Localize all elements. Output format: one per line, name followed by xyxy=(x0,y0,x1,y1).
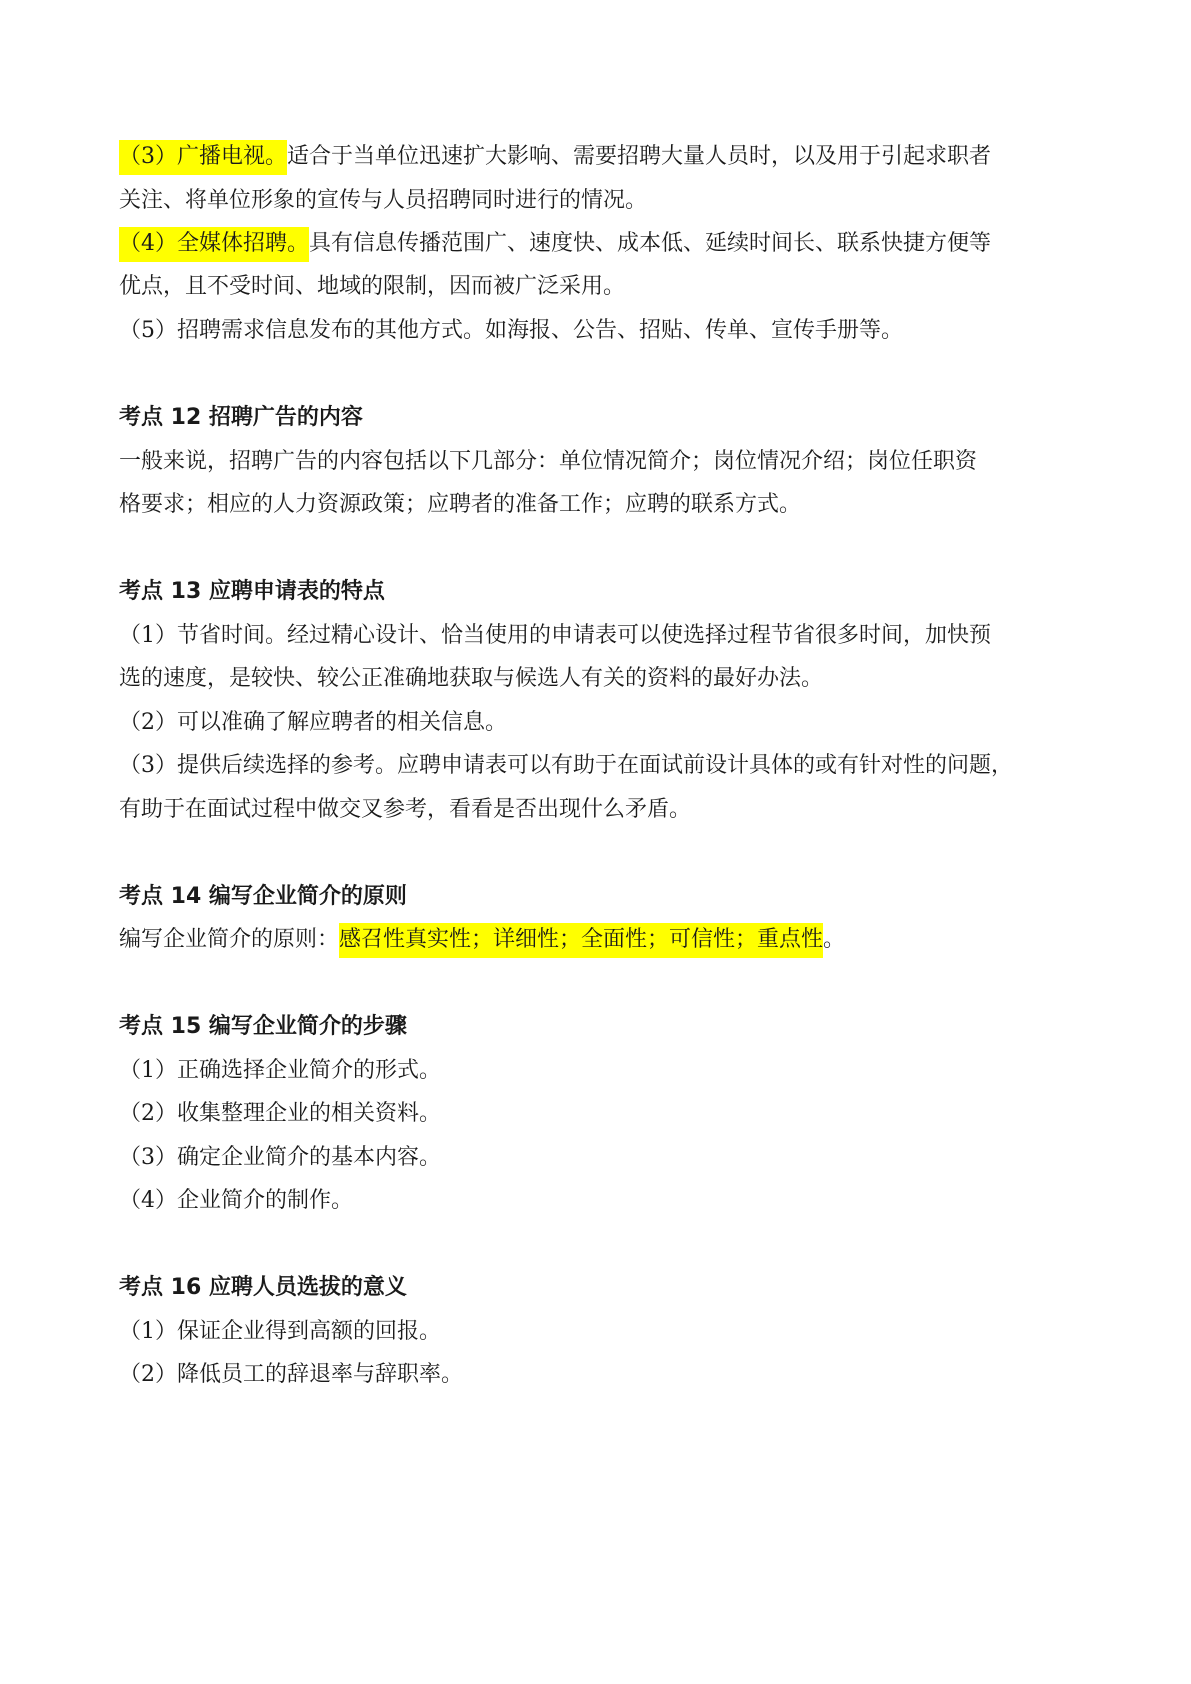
item-5-line: （5）招聘需求信息发布的其他方式。如海报、公告、招贴、传单、宣传手册等。 xyxy=(119,318,903,343)
kp14-line xyxy=(119,925,1079,955)
kp14-prefix: 编写企业简介的原则： xyxy=(119,927,340,952)
kp16-item-2: （2）降低员工的辞退率与辞职率。 xyxy=(119,1362,463,1387)
item-4-text-1: 具有信息传播范围广、速度快、成本低、延续时间长、联系快捷方便等 xyxy=(309,231,992,256)
kp16-heading: 考点 16 应聘人员选拔的意义 xyxy=(119,1275,407,1300)
item-3-line-2: 关注、将单位形象的宣传与人员招聘同时进行的情况。 xyxy=(119,188,648,213)
kp14-highlight: 感召性真实性；详细性；全面性；可信性；重点性 xyxy=(339,923,823,958)
kp14-heading: 考点 14 编写企业简介的原则 xyxy=(119,884,407,909)
item-4-line-1 xyxy=(119,229,1079,259)
item-4-highlight-label: （4）全媒体招聘。 xyxy=(119,227,309,262)
kp12-line-1: 一般来说，招聘广告的内容包括以下几部分：单位情况简介；岗位情况介绍；岗位任职资 xyxy=(119,449,978,474)
kp15-item-3: （3）确定企业简介的基本内容。 xyxy=(119,1145,441,1170)
kp12-line-2: 格要求；相应的人力资源政策；应聘者的准备工作；应聘的联系方式。 xyxy=(119,492,802,517)
kp15-heading: 考点 15 编写企业简介的步骤 xyxy=(119,1014,407,1039)
kp15-item-4: （4）企业简介的制作。 xyxy=(119,1188,353,1213)
kp16-item-1: （1）保证企业得到高额的回报。 xyxy=(119,1319,441,1344)
item-4-line-2: 优点，且不受时间、地域的限制，因而被广泛采用。 xyxy=(119,274,626,299)
kp12-heading: 考点 12 招聘广告的内容 xyxy=(119,405,363,430)
kp15-item-2: （2）收集整理企业的相关资料。 xyxy=(119,1101,441,1126)
kp13-item-2: （2）可以准确了解应聘者的相关信息。 xyxy=(119,710,507,735)
item-3-text-1: 适合于当单位迅速扩大影响、需要招聘大量人员时，以及用于引起求职者 xyxy=(287,144,992,169)
item-3-line-1 xyxy=(119,142,1079,172)
kp13-item-3-line-2: 有助于在面试过程中做交叉参考，看看是否出现什么矛盾。 xyxy=(119,797,692,822)
kp13-item-1-line-2: 选的速度，是较快、较公正准确地获取与候选人有关的资料的最好办法。 xyxy=(119,666,824,691)
kp15-item-1: （1）正确选择企业简介的形式。 xyxy=(119,1058,441,1083)
kp14-suffix: 。 xyxy=(823,927,846,952)
kp13-heading: 考点 13 应聘申请表的特点 xyxy=(119,579,385,604)
item-3-highlight-label: （3）广播电视。 xyxy=(119,140,287,175)
kp13-item-3-line-1: （3）提供后续选择的参考。应聘申请表可以有助于在面试前设计具体的或有针对性的问题， xyxy=(119,753,1014,778)
kp13-item-1-line-1: （1）节省时间。经过精心设计、恰当使用的申请表可以使选择过程节省很多时间，加快预 xyxy=(119,623,992,648)
